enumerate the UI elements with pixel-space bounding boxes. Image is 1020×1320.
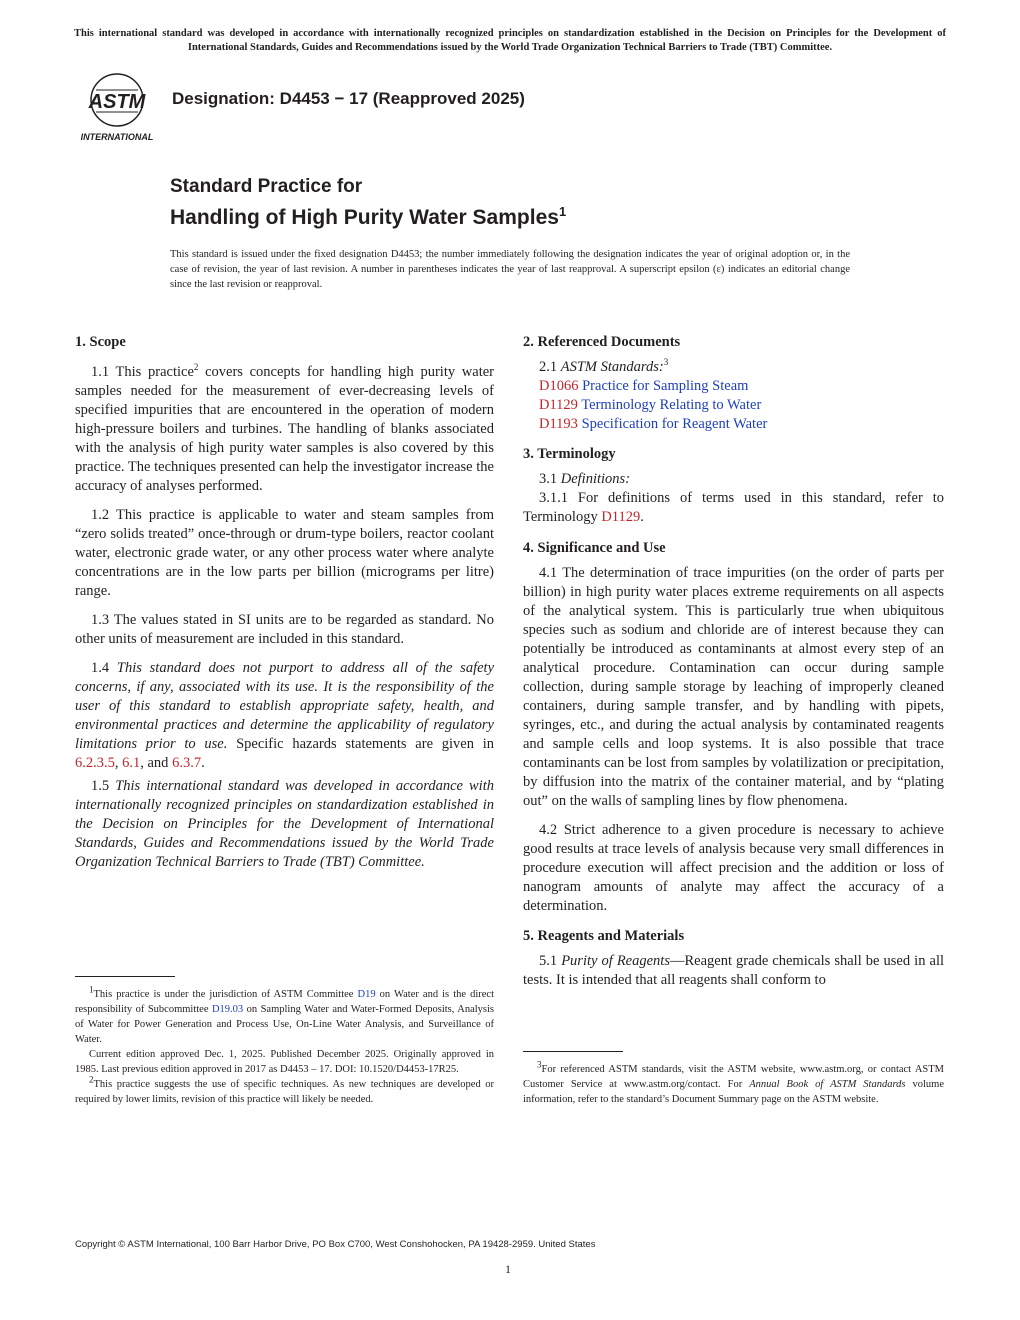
p1-5-num: 1.5 [91, 778, 116, 794]
fn3-text-b: volume information, refer to the standard’s Document Summary page on the ASTM website. [523, 1079, 944, 1105]
fn1-text-b: on Water and is the direct responsibility of Subcommittee [75, 989, 494, 1015]
footnotes-right [523, 1051, 944, 1107]
title-line-1: Standard Practice for [170, 176, 363, 197]
footnote-ref-2: 2 [193, 362, 199, 373]
page-number: 1 [505, 1262, 511, 1276]
p3-1-italic: Definitions: [560, 471, 631, 487]
p5-1-italic: Purity of Reagents [561, 953, 670, 969]
left-column [75, 333, 494, 882]
title-line-2 [170, 199, 566, 231]
referenced-item-d1066[interactable] [523, 377, 944, 396]
issue-note: This standard is issued under the fixed designation D4453; the number immediately following the designation indicates the year of original adoption or, in the case of revision, the year of last revision. A number in parentheses indicates the year of last reapproval. A superscript epsilon (ε) indicates an editorial change since the last revision or reapproval. [170, 249, 850, 290]
footnote-rule [75, 976, 175, 977]
ref-code[interactable]: D1129 [539, 397, 578, 413]
logo-label: INTERNATIONAL [80, 132, 154, 142]
astm-logo-icon [74, 72, 160, 144]
ref-title[interactable]: Practice for Sampling Steam [582, 378, 749, 394]
fn2-text: This practice suggests the use of specific techniques. As new techniques are developed or required by lower limits, revision of this practice will likely be needed. [75, 1079, 494, 1105]
astm-logo [74, 72, 160, 144]
fn2-mark: 2 [89, 1074, 94, 1085]
fn1-text-a: This practice is under the jurisdiction of ASTM Committee [93, 989, 358, 1000]
ref-code[interactable]: D1193 [539, 416, 578, 432]
p3-1-1-end: . [640, 509, 644, 525]
fn1-text-c: on Sampling Water and Water-Formed Deposits, Analysis of Water for Power Generation and Process Use, On-Line Water Analysis, and Surveillance of Water. [75, 1004, 495, 1045]
paragraph-5-1 [523, 952, 944, 990]
ref-link-d1129[interactable]: D1129 [601, 509, 641, 525]
footnote-3 [523, 1059, 944, 1107]
footnotes-left [75, 976, 494, 1107]
p3-1-num: 3.1 [539, 471, 561, 487]
footnote-ref-3: 3 [663, 357, 669, 368]
p1-4-italic: This standard does not purport to address all of the safety concerns, if any, associated with its use. It is the responsibility of the user of this standard to establish appropriate safety, health, and environmental practices and determine the applicability of regulatory limitations prior to use. [75, 660, 495, 752]
p3-1-1-text: 3.1.1 For definitions of terms used in this standard, refer to Terminology [523, 490, 944, 525]
p1-5-italic: This international standard was developed in accordance with internationally recognized principles on standardization established in the Decision on Principles for the Development of International Standards, Guides and Recommendations issued by the World Trade Organization Technical Barriers to Trade (TBT) Committee. [75, 778, 494, 870]
p1-1-rest: covers concepts for handling high purity water samples needed for the measurement of ever-decreasing levels of specified impurities that are encountered in the operation of modern high-pressure boilers and turbines. The handling of blanks associated with the analysis of high purity water samples is also covered by this practice. The techniques presented can help the investigator increase the accuracy of analyses performed. [75, 364, 494, 494]
ref-sub-italic: ASTM Standards: [560, 359, 664, 375]
ref-title[interactable]: Specification for Reagent Water [581, 416, 768, 432]
paragraph-1-3: 1.3 The values stated in SI units are to be regarded as standard. No other units of measurement are included in this standard. [75, 612, 494, 647]
ref-link-6-2-3-5[interactable]: 6.2.3.5 [75, 755, 115, 771]
referenced-item-d1129[interactable] [523, 396, 944, 415]
footnote-2 [75, 1074, 494, 1107]
p1-4-sep1: , [114, 755, 123, 771]
referenced-subheading [523, 358, 944, 377]
ref-code[interactable]: D1066 [539, 378, 579, 394]
p1-1-start: 1.1 This practice [91, 364, 194, 380]
p1-4-sep2: , and [140, 755, 173, 771]
fn3-mark: 3 [537, 1059, 542, 1070]
ref-link-6-3-7[interactable]: 6.3.7 [172, 755, 202, 771]
subcommittee-d19-03-link[interactable]: D19.03 [211, 1004, 244, 1015]
fn1-mark: 1 [89, 984, 94, 995]
section-heading-scope: 1. Scope [75, 334, 126, 350]
committee-d19-link[interactable]: D19 [357, 989, 376, 1000]
p5-1-num: 5.1 [539, 953, 562, 969]
title-footnote-mark: 1 [558, 204, 567, 219]
paragraph-1-1 [75, 363, 494, 496]
ref-title[interactable]: Terminology Relating to Water [581, 397, 762, 413]
footnote-rule [523, 1051, 623, 1052]
paragraph-3-1-1 [523, 489, 944, 527]
paragraph-1-2: 1.2 This practice is applicable to water and steam samples from “zero solids treated” once-through or drum-type boilers, reactor coolant water, electronic grade water, or any other process water where analyte concentrations are in the low parts per billion (micrograms per litre) range. [75, 507, 494, 599]
paragraph-3-1 [523, 470, 944, 489]
section-heading-reagents: 5. Reagents and Materials [523, 928, 685, 944]
p1-4-end: . [201, 755, 205, 771]
designation: Designation: D4453 − 17 (Reapproved 2025) [172, 89, 525, 108]
ref-sub-num: 2.1 [539, 359, 561, 375]
logo-text: ASTM [88, 91, 146, 113]
p1-4-num: 1.4 [91, 660, 117, 676]
title-block [170, 175, 566, 231]
section-heading-referenced: 2. Referenced Documents [523, 334, 681, 350]
paragraph-4-2: 4.2 Strict adherence to a given procedure is necessary to achieve good results at trace levels of analysis because very small differences in procedure execution will affect precision and the addition or loss of nanogram amounts of analyte may affect the accuracy of a determination. [523, 822, 944, 914]
right-column [523, 333, 944, 1000]
p5-1-rest: —Reagent grade chemicals shall be used in all tests. It is intended that all reagents shall conform to [523, 953, 945, 988]
header-notice: This international standard was developed in accordance with internationally recognized principles on standardization established in the Decision on Principles for the Development of International Standards, Guides and Recommendations issued by the World Trade Organization Technical Barriers to Trade (TBT) Committee. [74, 28, 946, 53]
ref-link-6-1[interactable]: 6.1 [122, 755, 141, 771]
fn3-text-a: For referenced ASTM standards, visit the ASTM website, www.astm.org, or contact ASTM Customer Service at www.astm.org/contact. For [523, 1064, 944, 1090]
paragraph-1-5 [75, 777, 494, 872]
fn3-italic: Annual Book of ASTM Standards [749, 1079, 906, 1090]
section-heading-significance: 4. Significance and Use [523, 540, 666, 556]
copyright-line: Copyright © ASTM International, 100 Barr Harbor Drive, PO Box C700, West Conshohocken, PA 19428-2959. United States [75, 1239, 596, 1250]
p1-4-tail: Specific hazards statements are given in [227, 736, 494, 752]
title-text: Handling of High Purity Water Samples [170, 206, 559, 229]
paragraph-1-4 [75, 659, 494, 773]
footnote-1-edition: Current edition approved Dec. 1, 2025. Published December 2025. Originally approved in 1985. Last previous edition approved in 2017 as D4453 – 17. DOI: 10.1520/D4453-17R25. [75, 1049, 494, 1075]
paragraph-4-1: 4.1 The determination of trace impurities (on the order of parts per billion) in high purity water places extreme requirements on all aspects of the analytical system. This is particularly true when ubiquitous species such as sodium and chloride are of interest because they can potentially be introduced as contaminants at almost every step of an analytical procedure. Contamination can occur during sample collection, during sample storage by leaching of improperly cleaned containers, during sample transfer, and by handling with pipets, syringes, etc., and during the actual analysis by contaminated reagents and sample cells and loop systems. It is also possible that trace contaminants can be lost from samples by volatilization or precipitation, by diffusion into the matrix of the container material, and by “plating out” on the walls of sampling lines by flow phenomena. [523, 565, 944, 809]
footnote-1 [75, 984, 495, 1047]
section-heading-terminology: 3. Terminology [523, 446, 616, 462]
referenced-item-d1193[interactable] [523, 415, 944, 434]
